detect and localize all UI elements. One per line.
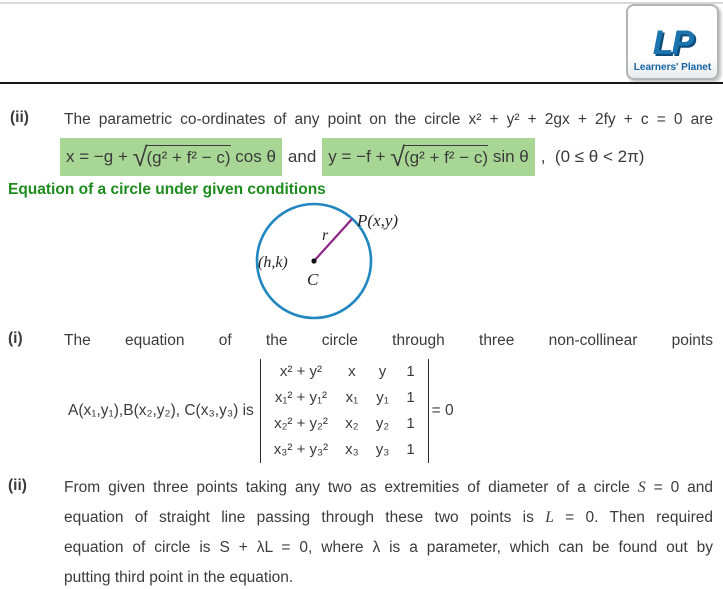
matrix-cell: x₁: [345, 389, 359, 406]
radical-sign: √: [390, 142, 406, 172]
matrix-cell: y: [378, 363, 387, 380]
matrix-cell: x₁² + y₁²: [274, 389, 328, 406]
diameter-line3-end: is a parameter, which can be found out by: [380, 539, 713, 556]
formula-joiner: and: [287, 147, 317, 166]
highlighted-formula-x: [60, 138, 282, 176]
item-label-ii-diameter: (ii): [8, 477, 27, 494]
matrix-cell: x₃: [345, 441, 359, 458]
var-S: S: [637, 479, 646, 496]
highlighted-formula-y: [322, 138, 534, 176]
formula-y-post: sin θ: [488, 146, 529, 166]
matrix-cell: x₂² + y₂²: [274, 415, 328, 432]
matrix-cell: y₁: [376, 389, 389, 406]
matrix-cell: x₂: [345, 415, 359, 432]
three-points-line1: The equation of the circle through three non-collinear points: [64, 332, 713, 349]
diameter-line3-text: equation of circle is: [64, 539, 220, 556]
center-dot: [311, 258, 316, 263]
center-coords-label: (h,k): [258, 254, 288, 271]
diameter-line2: [64, 507, 713, 529]
matrix-cell: 1: [406, 441, 415, 458]
diameter-line4: putting third point in the equation.: [64, 569, 294, 586]
lp-monogram-icon: LP: [652, 24, 693, 62]
diameter-line1-text: From given three points taking any two as extremities of diameter of a circle: [64, 479, 638, 496]
formula-x-radicand: (g² + f² − c): [146, 145, 230, 168]
s-lambda-l-formula: S + λL = 0: [219, 539, 309, 556]
matrix-cell: x: [348, 363, 356, 380]
diameter-line2-text: equation of straight line passing through these two points is: [64, 509, 546, 526]
matrix-cell: y₂: [375, 415, 390, 432]
matrix-cell: y₃: [375, 441, 390, 458]
top-hairline: [0, 2, 723, 4]
determinant-matrix: [260, 359, 429, 463]
diameter-line3: [64, 537, 713, 559]
circle-diagram: [240, 195, 440, 330]
diameter-line1: [64, 477, 713, 499]
matrix-cell: x₃² + y₃²: [273, 441, 329, 458]
header-rule: [0, 82, 723, 84]
formula-y-pre: y = −f +: [328, 146, 391, 166]
radius-label: r: [322, 227, 329, 244]
determinant-equals-zero: = 0: [431, 402, 454, 419]
learners-planet-logo: [626, 4, 719, 80]
determinant-prefix: A(x₁,y₁),B(x₂,y₂), C(x₃,y₃) is: [68, 402, 254, 419]
diameter-line2-end: = 0. Then required: [553, 509, 714, 526]
parametric-line1: The parametric co-ordinates of any point on the circle x² + y² + 2gx + 2fy + c = 0 are: [64, 111, 713, 128]
lambda-symbol: λ: [372, 539, 381, 556]
formula-x-post: cos θ: [230, 146, 276, 166]
diameter-line1-end: = 0 and: [645, 479, 714, 496]
var-L: L: [545, 509, 554, 526]
radical-sign: √: [132, 142, 148, 172]
matrix-cell: x² + y²: [279, 363, 322, 380]
item-label-i: (i): [8, 330, 23, 347]
formula-x-pre: x = −g +: [66, 146, 133, 166]
logo-label: Learners' Planet: [633, 62, 712, 73]
formula-y-radicand: (g² + f² − c): [404, 145, 488, 168]
diameter-line3-mid: , where: [308, 539, 373, 556]
matrix-cell: 1: [406, 363, 415, 380]
determinant-equation: [68, 352, 508, 470]
center-name-label: C: [307, 270, 319, 289]
item-label-ii-parametric: (ii): [10, 109, 29, 126]
point-label: P(x,y): [357, 211, 399, 230]
section-heading: Equation of a circle under given conditions: [8, 181, 326, 198]
matrix-cell: 1: [406, 415, 415, 432]
theta-range: , (0 ≤ θ < 2π): [540, 147, 645, 166]
parametric-formula-row: [60, 136, 720, 178]
matrix-cell: 1: [406, 389, 415, 406]
radius-line: [314, 219, 352, 261]
